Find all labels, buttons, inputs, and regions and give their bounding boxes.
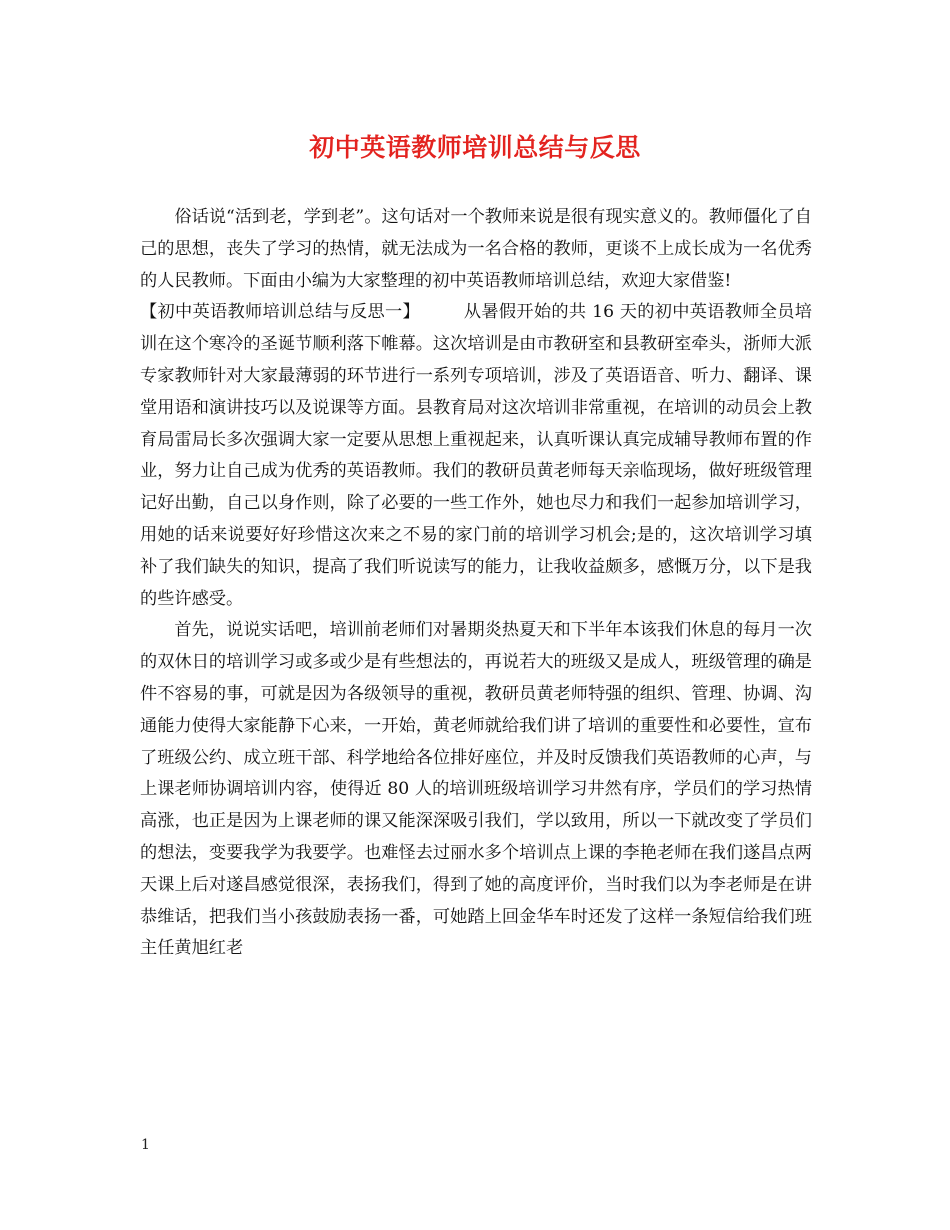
intro-paragraph: 俗话说“活到老，学到老”。这句话对一个教师来说是很有现实意义的。教师僵化了自己的思想，丧失了学习的热情，就无法成为一名合格的教师，更谈不上成长成为一名优秀的人民教师。下面由小编为大家整理的初中英语教师培训总结，欢迎大家借鉴! (140, 207, 812, 291)
section-body-text: 从暑假开始的共 16 天的初中英语教师全员培训在这个寒冷的圣诞节顺利落下帷幕。这次培训是由市教研室和县教研室牵头，浙师大派专家教师针对大家最薄弱的环节进行一系列专项培训，涉及了英语语音、听力、翻译、课堂用语和演讲技巧以及说课等方面。县教育局对这次培训非常重视，在培训的动员会上教育局雷局长多次强调大家一定要从思想上重视起来，认真听课认真完成辅导教师布置的作业，努力让自己成为优秀的英语教师。我们的教研员黄老师每天亲临现场，做好班级管理记好出勤，自己以身作则，除了必要的一些工作外，她也尽力和我们一起参加培训学习，用她的话来说要好好珍惜这次来之不易的家门前的培训学习机会;是的，这次培训学习填补了我们缺失的知识，提高了我们听说读写的能力，让我收益颇多，感慨万分，以下是我的些许感受。 (140, 302, 812, 609)
section-paragraph (140, 297, 812, 615)
section-heading: 【初中英语教师培训总结与反思一】 (140, 302, 412, 323)
body-paragraph: 首先，说说实话吧，培训前老师们对暑期炎热夏天和下半年本该我们休息的每月一次的双休日的培训学习或多或少是有些想法的，再说若大的班级又是成人，班级管理的确是件不容易的事，可就是因为各级领导的重视，教研员黄老师特强的组织、管理、协调、沟通能力使得大家能静下心来，一开始，黄老师就给我们讲了培训的重要性和必要性，宣布了班级公约、成立班干部、科学地给各位排好座位，并及时反馈我们英语教师的心声，与上课老师协调培训内容，使得近 80 人的培训班级培训学习井然有序，学员们的学习热情高涨，也正是因为上课老师的课又能深深吸引我们，学以致用，所以一下就改变了学员们的想法，变要我学为我要学。也难怪去过丽水多个培训点上课的李艳老师在我们遂昌点两天课上后对遂昌感觉很深，表扬我们，得到了她的高度评价，当时我们以为李老师是在讲恭维话，把我们当小孩鼓励表扬一番，可她踏上回金华车时还发了这样一条短信给我们班主任黄旭红老 (140, 620, 812, 959)
section-gap (411, 302, 464, 322)
document-title: 初中英语教师培训总结与反思 (309, 133, 641, 162)
document-body (140, 202, 812, 965)
page-number: 1 (141, 1137, 150, 1153)
